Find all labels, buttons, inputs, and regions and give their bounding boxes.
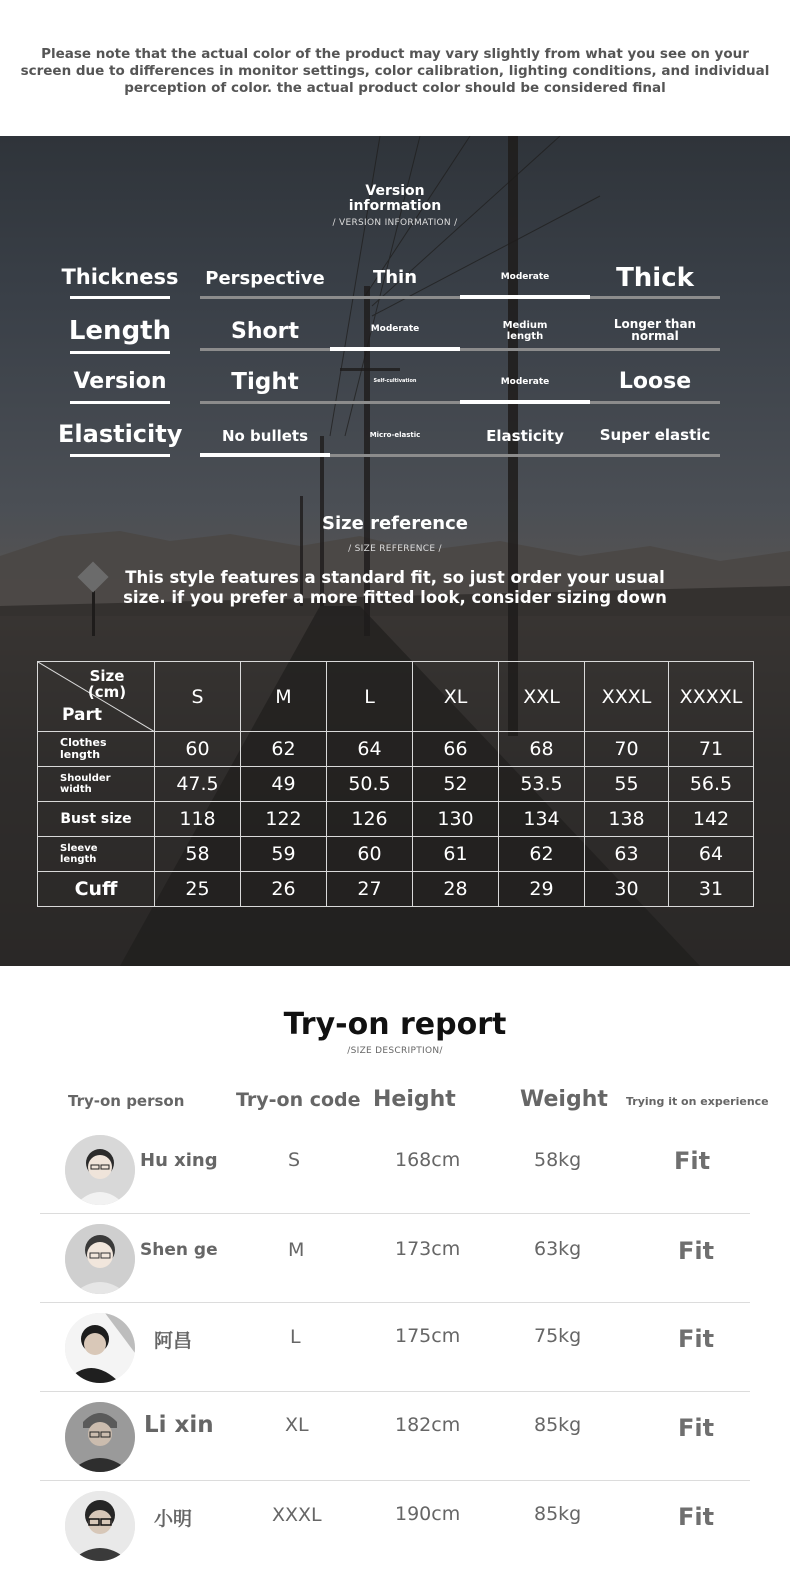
table-cell: 142 <box>669 802 754 837</box>
person-weight: 63kg <box>534 1238 582 1260</box>
length-selected-bar <box>330 347 460 351</box>
version-title-line1: Version <box>365 183 425 199</box>
person-code: XL <box>285 1414 309 1436</box>
option-perspective: Perspective <box>205 268 325 289</box>
header-person: Try-on person <box>68 1092 185 1110</box>
table-cell: 126 <box>327 802 413 837</box>
person-name: 阿昌 <box>154 1330 193 1352</box>
person-weight: 58kg <box>534 1149 582 1171</box>
table-cell: 59 <box>241 837 327 872</box>
table-cell: 26 <box>241 872 327 907</box>
table-cell: 71 <box>669 732 754 767</box>
option-elasticity: Elasticity <box>486 427 564 445</box>
size-header-row <box>38 662 754 732</box>
size-col-xxxxl: XXXXL <box>669 662 754 732</box>
table-cell: 56.5 <box>669 767 754 802</box>
list-item <box>40 1481 750 1580</box>
table-cell: 70 <box>585 732 669 767</box>
avatar <box>65 1402 135 1472</box>
version-subtitle: / VERSION INFORMATION / <box>332 218 458 228</box>
part-sleeve-length: Sleeve length <box>38 837 155 872</box>
thickness-selected-bar <box>460 295 590 299</box>
person-name: 小明 <box>154 1508 193 1530</box>
table-cell: 31 <box>669 872 754 907</box>
list-item <box>40 1214 750 1303</box>
person-name: Hu xing <box>140 1150 218 1171</box>
table-cell: 61 <box>413 837 499 872</box>
person-experience: Fit <box>674 1147 711 1175</box>
table-cell: 30 <box>585 872 669 907</box>
report-title: Try-on report <box>283 1007 507 1042</box>
person-height: 175cm <box>395 1325 461 1347</box>
table-row <box>38 767 754 802</box>
person-name: Li xin <box>144 1412 214 1438</box>
table-cell: 68 <box>499 732 585 767</box>
size-part-header-cell <box>38 662 155 732</box>
option-short: Short <box>231 319 299 344</box>
avatar <box>65 1135 135 1205</box>
avatar <box>65 1313 135 1383</box>
person-code: S <box>288 1149 301 1171</box>
size-info-banner <box>0 136 790 966</box>
table-cell: 50.5 <box>327 767 413 802</box>
list-item <box>40 1392 750 1481</box>
table-cell: 130 <box>413 802 499 837</box>
person-experience: Fit <box>678 1325 715 1353</box>
size-col-xxl: XXL <box>499 662 585 732</box>
person-weight: 85kg <box>534 1414 582 1436</box>
part-clothes-length: Clothes length <box>38 732 155 767</box>
option-moderate-thickness: Moderate <box>500 272 550 282</box>
option-no-bullets: No bullets <box>221 427 309 445</box>
table-cell: 122 <box>241 802 327 837</box>
table-cell: 29 <box>499 872 585 907</box>
size-col-m: M <box>241 662 327 732</box>
table-row <box>38 802 754 837</box>
size-header-label: Size (cm) <box>87 667 127 701</box>
part-bust-size: Bust size <box>38 802 155 837</box>
table-cell: 138 <box>585 802 669 837</box>
header-code: Try-on code <box>236 1089 361 1111</box>
person-weight: 75kg <box>534 1325 582 1347</box>
part-shoulder-width: Shoulder width <box>38 767 155 802</box>
table-cell: 25 <box>155 872 241 907</box>
size-reference-subtitle: / SIZE REFERENCE / <box>348 544 442 554</box>
table-row <box>38 872 754 907</box>
version-title-line2: information <box>348 198 442 214</box>
table-cell: 63 <box>585 837 669 872</box>
table-cell: 53.5 <box>499 767 585 802</box>
header-experience: Trying it on experience <box>626 1095 769 1108</box>
table-cell: 27 <box>327 872 413 907</box>
person-height: 168cm <box>395 1149 461 1171</box>
person-code: M <box>288 1239 305 1261</box>
table-cell: 62 <box>499 837 585 872</box>
person-height: 173cm <box>395 1238 461 1260</box>
table-cell: 66 <box>413 732 499 767</box>
avatar <box>65 1224 135 1294</box>
person-height: 182cm <box>395 1414 461 1436</box>
part-cuff: Cuff <box>38 872 155 907</box>
version-row-length: Length <box>58 316 182 346</box>
table-row <box>38 837 754 872</box>
option-longer-than-normal: Longer than normal <box>613 317 697 343</box>
version-row-thickness: Thickness <box>58 265 182 289</box>
person-code: XXXL <box>272 1504 322 1526</box>
person-code: L <box>290 1326 301 1348</box>
table-cell: 134 <box>499 802 585 837</box>
avatar <box>65 1491 135 1561</box>
option-loose: Loose <box>618 369 692 394</box>
size-reference-title: Size reference <box>322 513 468 534</box>
person-experience: Fit <box>678 1414 715 1442</box>
person-weight: 85kg <box>534 1503 582 1525</box>
header-height: Height <box>373 1087 456 1112</box>
list-item <box>40 1303 750 1392</box>
size-col-xxxl: XXXL <box>585 662 669 732</box>
size-description: This style features a standard fit, so just order your usual size. if you prefer a more fitted look, consider sizing down <box>123 568 667 607</box>
option-tight: Tight <box>231 369 299 395</box>
table-cell: 49 <box>241 767 327 802</box>
person-experience: Fit <box>678 1503 715 1531</box>
person-height: 190cm <box>395 1503 461 1525</box>
elasticity-selected-bar <box>200 453 330 457</box>
color-notice: Please note that the actual color of the product may vary slightly from what you see on your screen due to differences in monitor settings, color calibration, lighting conditions, and individual perception of color. the actual product color should be considered final <box>20 46 770 96</box>
table-cell: 60 <box>327 837 413 872</box>
report-subtitle: /SIZE DESCRIPTION/ <box>347 1046 443 1056</box>
length-track <box>200 348 720 351</box>
person-experience: Fit <box>678 1237 715 1265</box>
table-cell: 58 <box>155 837 241 872</box>
table-cell: 60 <box>155 732 241 767</box>
option-micro-elastic: Micro-elastic <box>369 431 421 439</box>
version-row-version: Version <box>58 369 182 394</box>
table-cell: 52 <box>413 767 499 802</box>
option-moderate-length: Moderate <box>370 324 420 334</box>
size-col-s: S <box>155 662 241 732</box>
size-table <box>37 661 754 907</box>
table-cell: 62 <box>241 732 327 767</box>
option-thick: Thick <box>616 263 694 293</box>
version-row-elasticity: Elasticity <box>58 420 182 448</box>
option-self-cultivation: Self-cultivation <box>373 378 417 384</box>
option-super-elastic: Super elastic <box>599 426 711 444</box>
table-row <box>38 732 754 767</box>
header-weight: Weight <box>520 1087 608 1112</box>
table-cell: 47.5 <box>155 767 241 802</box>
size-col-l: L <box>327 662 413 732</box>
table-cell: 28 <box>413 872 499 907</box>
table-cell: 64 <box>669 837 754 872</box>
size-col-xl: XL <box>413 662 499 732</box>
person-name: Shen ge <box>140 1240 218 1260</box>
list-item <box>40 1125 750 1214</box>
option-thin: Thin <box>372 267 418 288</box>
table-cell: 55 <box>585 767 669 802</box>
part-header-label: Part <box>62 705 102 725</box>
version-selected-bar <box>460 400 590 404</box>
option-medium-length: Medium length <box>502 320 548 342</box>
table-cell: 64 <box>327 732 413 767</box>
option-moderate-version: Moderate <box>500 377 550 387</box>
table-cell: 118 <box>155 802 241 837</box>
